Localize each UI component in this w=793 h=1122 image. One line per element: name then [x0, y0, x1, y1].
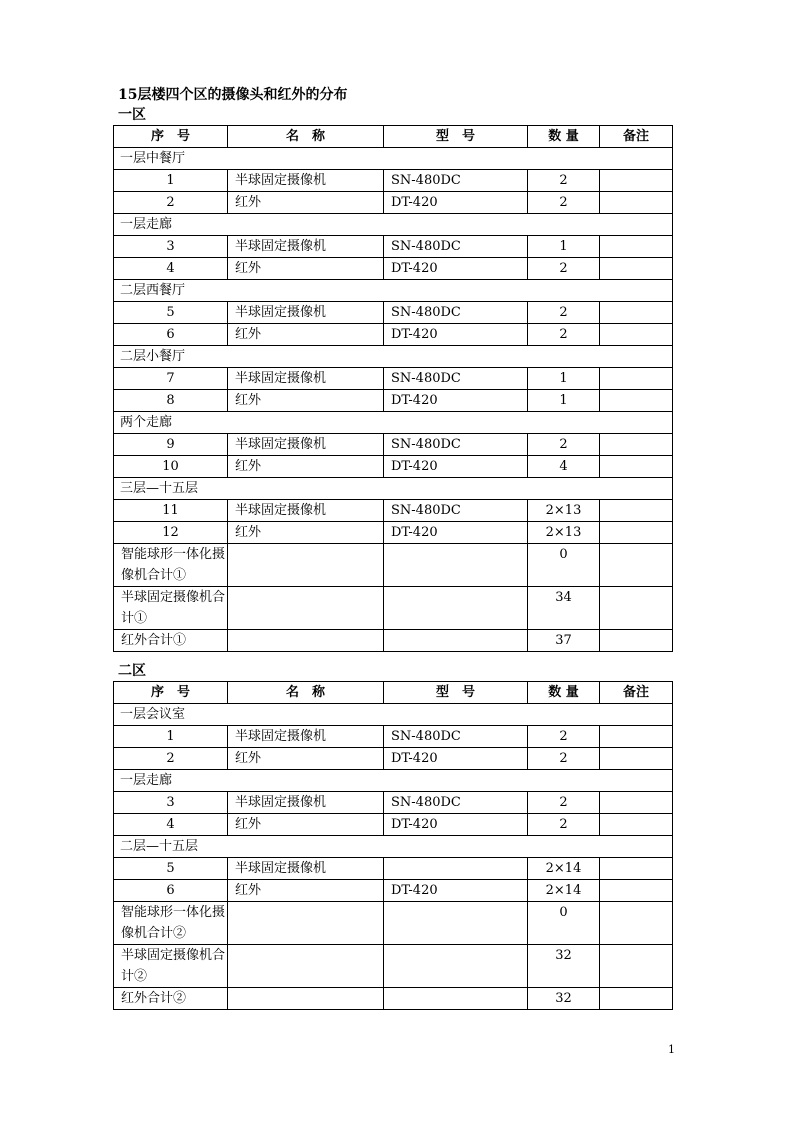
section-name: 三层—十五层	[114, 478, 673, 500]
seq-cell: 4	[114, 814, 228, 836]
table-row	[114, 434, 673, 456]
column-header-qty: 数 量	[528, 126, 600, 148]
qty-cell: 1	[528, 236, 600, 258]
qty-cell: 2	[528, 258, 600, 280]
model-cell: DT-420	[384, 456, 528, 478]
note-cell	[600, 324, 673, 346]
table-row	[114, 368, 673, 390]
total-row	[114, 587, 673, 630]
seq-cell: 6	[114, 880, 228, 902]
name-cell: 半球固定摄像机	[228, 434, 384, 456]
qty-cell: 4	[528, 456, 600, 478]
note-cell	[600, 880, 673, 902]
note-cell	[600, 522, 673, 544]
qty-cell: 2×14	[528, 858, 600, 880]
empty-cell	[228, 544, 384, 587]
qty-cell: 2×13	[528, 522, 600, 544]
table-row	[114, 726, 673, 748]
seq-cell: 11	[114, 500, 228, 522]
total-label: 半球固定摄像机合计②	[114, 945, 228, 988]
total-label: 智能球形一体化摄像机合计②	[114, 902, 228, 945]
zone-2-table	[113, 681, 673, 1010]
total-value: 0	[528, 902, 600, 945]
seq-cell: 2	[114, 192, 228, 214]
name-cell: 半球固定摄像机	[228, 368, 384, 390]
column-header-note: 备注	[600, 126, 673, 148]
name-cell: 红外	[228, 324, 384, 346]
model-cell: DT-420	[384, 258, 528, 280]
seq-cell: 1	[114, 170, 228, 192]
column-header-model: 型 号	[384, 126, 528, 148]
total-value: 37	[528, 630, 600, 652]
section-row	[114, 148, 673, 170]
name-cell: 半球固定摄像机	[228, 726, 384, 748]
seq-cell: 7	[114, 368, 228, 390]
empty-cell	[228, 630, 384, 652]
name-cell: 红外	[228, 748, 384, 770]
note-cell	[600, 748, 673, 770]
table-row	[114, 456, 673, 478]
seq-cell: 1	[114, 726, 228, 748]
qty-cell: 2×14	[528, 880, 600, 902]
model-cell: SN-480DC	[384, 726, 528, 748]
section-row	[114, 704, 673, 726]
total-row	[114, 902, 673, 945]
model-cell: DT-420	[384, 192, 528, 214]
model-cell: SN-480DC	[384, 434, 528, 456]
table-row	[114, 390, 673, 412]
total-row	[114, 988, 673, 1010]
note-cell	[600, 858, 673, 880]
model-cell: DT-420	[384, 880, 528, 902]
section-row	[114, 280, 673, 302]
qty-cell: 2	[528, 434, 600, 456]
section-row	[114, 770, 673, 792]
name-cell: 红外	[228, 390, 384, 412]
name-cell: 半球固定摄像机	[228, 792, 384, 814]
column-header-model: 型 号	[384, 682, 528, 704]
name-cell: 半球固定摄像机	[228, 858, 384, 880]
section-row	[114, 412, 673, 434]
qty-cell: 2	[528, 302, 600, 324]
seq-cell: 4	[114, 258, 228, 280]
total-label: 红外合计②	[114, 988, 228, 1010]
note-cell	[600, 945, 673, 988]
section-name: 一层走廊	[114, 214, 673, 236]
note-cell	[600, 902, 673, 945]
header-row	[114, 682, 673, 704]
seq-cell: 5	[114, 858, 228, 880]
qty-cell: 2	[528, 814, 600, 836]
total-row	[114, 630, 673, 652]
section-name: 二层小餐厅	[114, 346, 673, 368]
note-cell	[600, 258, 673, 280]
seq-cell: 10	[114, 456, 228, 478]
table-row	[114, 258, 673, 280]
total-value: 34	[528, 587, 600, 630]
page-number: 1	[668, 1043, 675, 1056]
empty-cell	[384, 630, 528, 652]
table-row	[114, 302, 673, 324]
model-cell: DT-420	[384, 390, 528, 412]
qty-cell: 2	[528, 324, 600, 346]
total-value: 32	[528, 988, 600, 1010]
note-cell	[600, 988, 673, 1010]
name-cell: 红外	[228, 192, 384, 214]
qty-cell: 2	[528, 792, 600, 814]
empty-cell	[384, 544, 528, 587]
table-row	[114, 236, 673, 258]
name-cell: 红外	[228, 456, 384, 478]
empty-cell	[384, 988, 528, 1010]
zone-2-label: 二区	[118, 663, 146, 679]
note-cell	[600, 792, 673, 814]
section-name: 一层走廊	[114, 770, 673, 792]
note-cell	[600, 236, 673, 258]
name-cell: 半球固定摄像机	[228, 500, 384, 522]
zone-1-table	[113, 125, 673, 652]
model-cell: DT-420	[384, 748, 528, 770]
table-row	[114, 792, 673, 814]
total-label: 智能球形一体化摄像机合计①	[114, 544, 228, 587]
seq-cell: 2	[114, 748, 228, 770]
note-cell	[600, 587, 673, 630]
model-cell: SN-480DC	[384, 170, 528, 192]
note-cell	[600, 814, 673, 836]
column-header-seq: 序 号	[114, 126, 228, 148]
model-cell: DT-420	[384, 522, 528, 544]
section-row	[114, 836, 673, 858]
name-cell: 半球固定摄像机	[228, 302, 384, 324]
table-row	[114, 192, 673, 214]
qty-cell: 2×13	[528, 500, 600, 522]
column-header-note: 备注	[600, 682, 673, 704]
table-row	[114, 880, 673, 902]
seq-cell: 12	[114, 522, 228, 544]
header-row	[114, 126, 673, 148]
model-cell: SN-480DC	[384, 302, 528, 324]
empty-cell	[228, 988, 384, 1010]
qty-cell: 2	[528, 192, 600, 214]
note-cell	[600, 630, 673, 652]
empty-cell	[384, 587, 528, 630]
empty-cell	[228, 945, 384, 988]
note-cell	[600, 456, 673, 478]
model-cell: SN-480DC	[384, 368, 528, 390]
total-value: 0	[528, 544, 600, 587]
section-name: 二层—十五层	[114, 836, 673, 858]
total-label: 半球固定摄像机合计①	[114, 587, 228, 630]
section-row	[114, 478, 673, 500]
empty-cell	[384, 945, 528, 988]
name-cell: 半球固定摄像机	[228, 236, 384, 258]
model-cell: DT-420	[384, 814, 528, 836]
table-row	[114, 324, 673, 346]
note-cell	[600, 500, 673, 522]
seq-cell: 6	[114, 324, 228, 346]
model-cell: SN-480DC	[384, 236, 528, 258]
section-name: 二层西餐厅	[114, 280, 673, 302]
seq-cell: 8	[114, 390, 228, 412]
total-value: 32	[528, 945, 600, 988]
qty-cell: 2	[528, 170, 600, 192]
note-cell	[600, 192, 673, 214]
name-cell: 红外	[228, 522, 384, 544]
column-header-name: 名 称	[228, 682, 384, 704]
qty-cell: 1	[528, 390, 600, 412]
seq-cell: 3	[114, 792, 228, 814]
total-row	[114, 945, 673, 988]
note-cell	[600, 302, 673, 324]
name-cell: 半球固定摄像机	[228, 170, 384, 192]
column-header-seq: 序 号	[114, 682, 228, 704]
note-cell	[600, 544, 673, 587]
total-row	[114, 544, 673, 587]
empty-cell	[384, 902, 528, 945]
model-cell	[384, 858, 528, 880]
table-row	[114, 522, 673, 544]
section-name: 两个走廊	[114, 412, 673, 434]
seq-cell: 5	[114, 302, 228, 324]
name-cell: 红外	[228, 880, 384, 902]
table-row	[114, 170, 673, 192]
zone-1-label: 一区	[118, 107, 146, 123]
section-name: 一层会议室	[114, 704, 673, 726]
note-cell	[600, 434, 673, 456]
qty-cell: 2	[528, 748, 600, 770]
note-cell	[600, 368, 673, 390]
qty-cell: 2	[528, 726, 600, 748]
total-label: 红外合计①	[114, 630, 228, 652]
qty-cell: 1	[528, 368, 600, 390]
column-header-name: 名 称	[228, 126, 384, 148]
section-row	[114, 214, 673, 236]
name-cell: 红外	[228, 814, 384, 836]
note-cell	[600, 170, 673, 192]
seq-cell: 3	[114, 236, 228, 258]
table-row	[114, 748, 673, 770]
section-row	[114, 346, 673, 368]
table-row	[114, 500, 673, 522]
document-title: 15层楼四个区的摄像头和红外的分布	[118, 87, 348, 103]
table-row	[114, 858, 673, 880]
name-cell: 红外	[228, 258, 384, 280]
model-cell: SN-480DC	[384, 792, 528, 814]
section-name: 一层中餐厅	[114, 148, 673, 170]
empty-cell	[228, 902, 384, 945]
seq-cell: 9	[114, 434, 228, 456]
table-row	[114, 814, 673, 836]
note-cell	[600, 726, 673, 748]
note-cell	[600, 390, 673, 412]
model-cell: DT-420	[384, 324, 528, 346]
empty-cell	[228, 587, 384, 630]
model-cell: SN-480DC	[384, 500, 528, 522]
column-header-qty: 数 量	[528, 682, 600, 704]
